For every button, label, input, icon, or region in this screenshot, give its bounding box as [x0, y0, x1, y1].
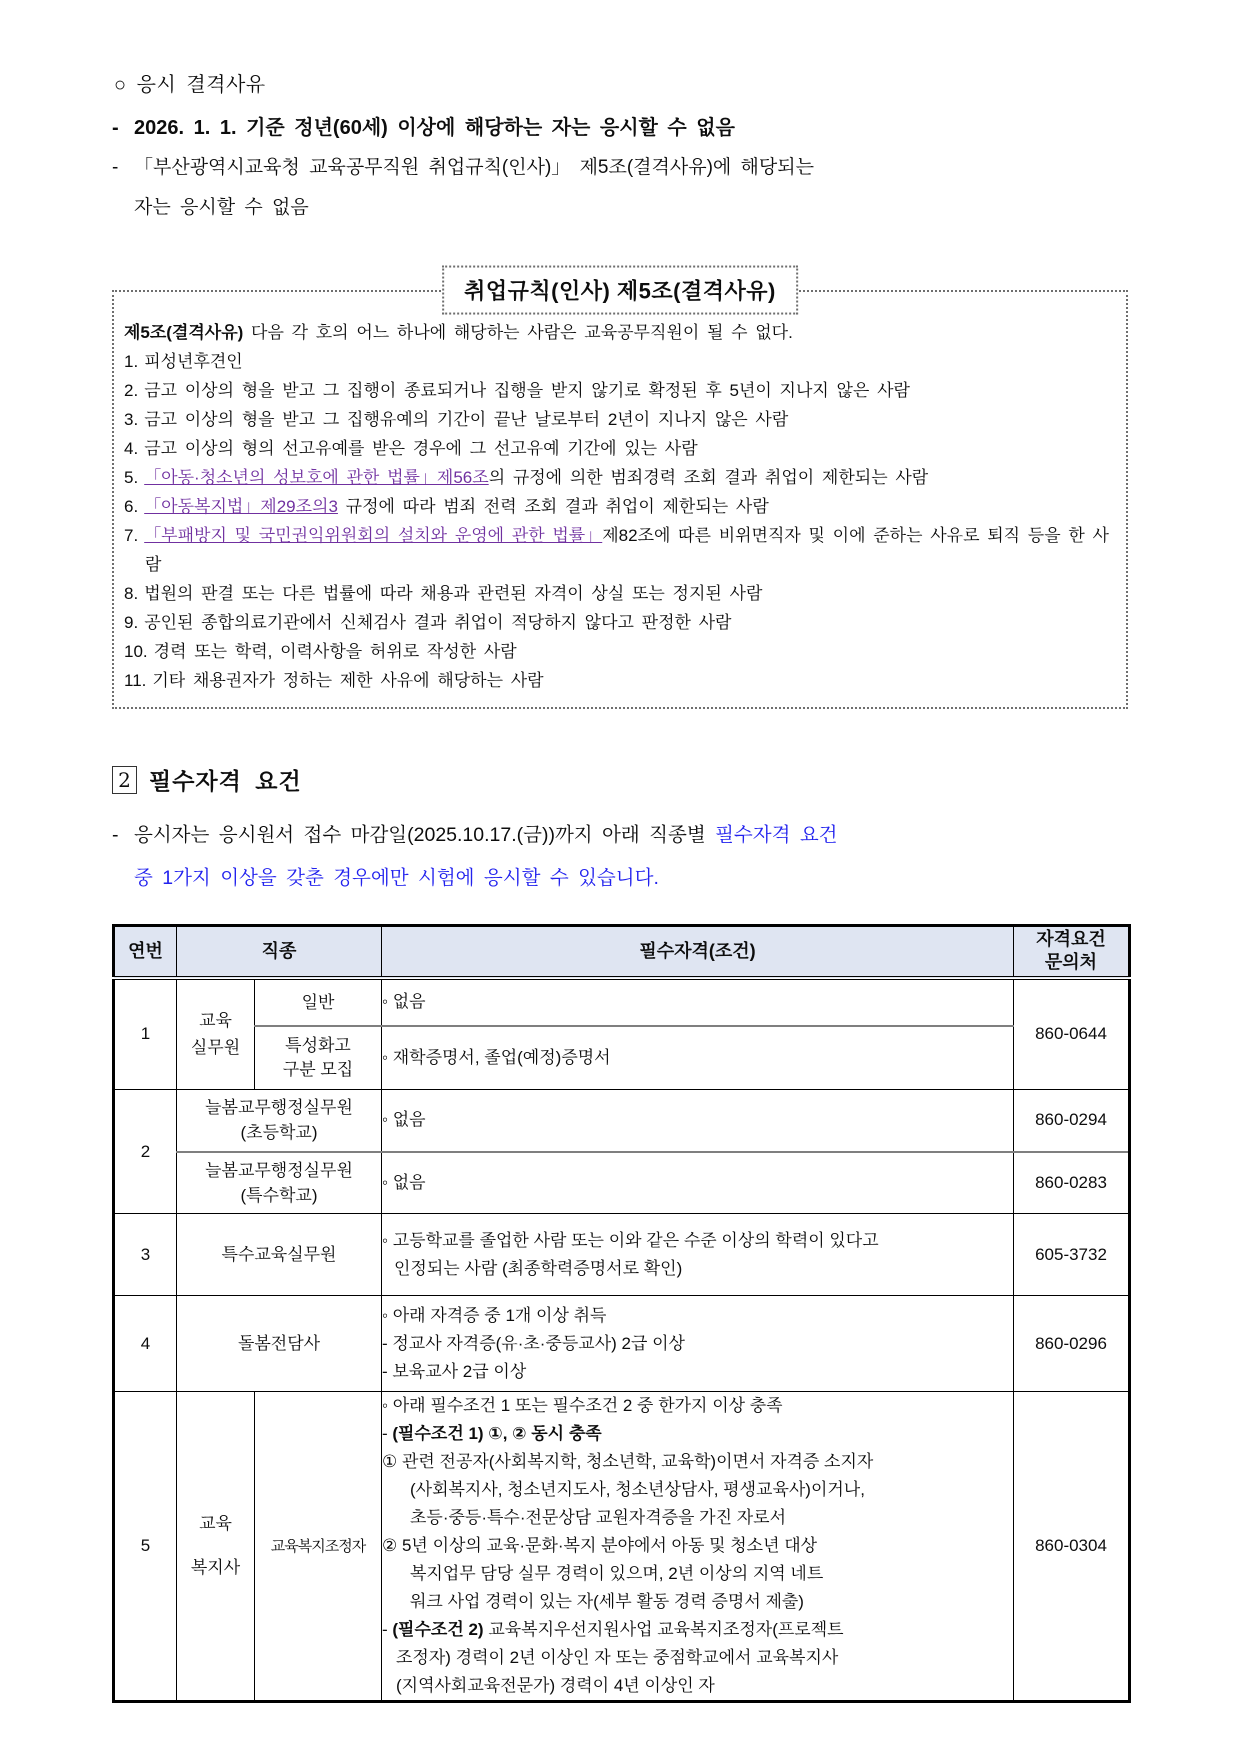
- rule-intro-text: 다음 각 호의 어느 하나에 해당하는 사람은 교육공무직원이 될 수 없다.: [251, 323, 793, 342]
- item-number: 8.: [124, 584, 139, 603]
- rule-ref-line-1: 「부산광역시교육청 교육공무직원 취업규칙(인사)」 제5조(결격사유)에 해당되는: [134, 157, 814, 178]
- condition-line-1: ◦ 아래 자격증 중 1개 이상 취득: [382, 1305, 607, 1325]
- row4-condition: [382, 1296, 1014, 1392]
- item-text: 기타 채용권자가 정하는 제한 사유에 해당하는 사람: [152, 671, 544, 690]
- job-line-1: 늘봄교무행정실무원: [205, 1160, 353, 1180]
- job-line-1: 교육: [199, 1514, 232, 1533]
- rule-item-8: [124, 579, 1112, 608]
- qualification-notice: [112, 814, 1128, 900]
- row1-subtype-general: 일반: [255, 978, 382, 1026]
- job-line-2: (특수학교): [240, 1185, 318, 1205]
- condition-line-3: - 보육교사 2급 이상: [382, 1361, 527, 1381]
- condition-line-5: 초등·중등·특수·전문상담 교원자격증을 가진 자로서: [410, 1508, 787, 1527]
- condition-line-2: 인정되는 사람 (최종학력증명서로 확인): [394, 1258, 683, 1278]
- rule-item-2: [124, 376, 1112, 405]
- table-row-4: [114, 1296, 1130, 1392]
- disqualification-item-rule-text: [134, 148, 1128, 228]
- requirement2-rest: 교육복지우선지원사업 교육복지조정자(프로젝트: [483, 1620, 844, 1639]
- condition-line-6: ② 5년 이상의 교육·문화·복지 분야에서 아동 및 청소년 대상: [382, 1536, 818, 1555]
- row1-condition-general: ◦ 없음: [382, 978, 1014, 1026]
- item-text: 금고 이상의 형을 받고 그 집행유예의 기간이 끝난 날로부터 2년이 지나지 않은 사람: [144, 410, 789, 429]
- row5-job: [177, 1392, 255, 1702]
- item-number: 11.: [124, 671, 147, 690]
- notice-blue-text: 필수자격 요건: [715, 824, 838, 846]
- condition-line-2: - 정교사 자격증(유·초·중등교사) 2급 이상: [382, 1333, 685, 1353]
- law-link-youth-protection[interactable]: 「아동·청소년의 성보호에 관한 법률」제56조: [144, 468, 489, 487]
- item-number: 7.: [124, 526, 139, 545]
- row1-contact: 860-0644: [1014, 978, 1130, 1090]
- table-row-2b: [114, 1152, 1130, 1214]
- section-number-box: 2: [112, 766, 137, 794]
- row1-job: [177, 978, 255, 1090]
- disqualification-item-age: [112, 108, 1128, 148]
- item-text: 경력 또는 학력, 이력사항을 허위로 작성한 사람: [153, 642, 517, 661]
- item-text: 법원의 판결 또는 다른 법률에 따라 채용과 관련된 자격이 상실 또는 정지된 사람: [144, 584, 763, 603]
- required-qualification-heading: [112, 763, 1128, 796]
- dash: -: [382, 1620, 393, 1639]
- table-row-3: [114, 1214, 1130, 1296]
- row2-no: 2: [114, 1090, 177, 1214]
- row2-condition-elementary: ◦ 없음: [382, 1090, 1014, 1152]
- row5-job-coordinator: [255, 1392, 382, 1702]
- header-contact-line-1: 자격요건: [1036, 929, 1106, 950]
- job-line-2: 복지사: [190, 1558, 241, 1577]
- rule-item-10: [124, 637, 1112, 666]
- law-link-anti-corruption[interactable]: 「부패방지 및 국민권익위원회의 설치와 운영에 관한 법률」: [144, 526, 603, 545]
- table-row-1a: [114, 978, 1130, 1026]
- table-header-row: [114, 926, 1130, 978]
- condition-line-7: 복지업무 담당 실무 경력이 있으며, 2년 이상의 지역 네트: [410, 1564, 824, 1583]
- item-text: 의 규정에 의한 범죄경력 조회 결과 취업이 제한되는 사람: [488, 468, 929, 487]
- condition-line-1: ◦ 아래 필수조건 1 또는 필수조건 2 중 한가지 이상 충족: [382, 1396, 783, 1415]
- row1-condition-vocational: ◦ 재학증명서, 졸업(예정)증명서: [382, 1026, 1014, 1090]
- header-job: 직종: [177, 926, 382, 978]
- notice-line-1: [134, 814, 1128, 857]
- rule-item-9: [124, 608, 1112, 637]
- item-number: 6.: [124, 497, 139, 516]
- row4-job: 돌봄전담사: [177, 1296, 382, 1392]
- rule-box-title: 취업규칙(인사) 제5조(결격사유): [442, 266, 798, 315]
- table-row-5: [114, 1392, 1130, 1702]
- rule-item-3: [124, 405, 1112, 434]
- row5-condition: [382, 1392, 1014, 1702]
- row4-no: 4: [114, 1296, 177, 1392]
- item-text: 금고 이상의 형의 선고유예를 받은 경우에 그 선고유예 기간에 있는 사람: [144, 439, 698, 458]
- row1-subtype-vocational: [255, 1026, 382, 1090]
- disqualification-heading: ○ 응시 결격사유: [114, 74, 266, 96]
- law-link-child-welfare[interactable]: 「아동복지법」제29조의3: [144, 497, 338, 516]
- row3-condition: [382, 1214, 1014, 1296]
- condition-line-4: (사회복지사, 청소년지도사, 청소년상담사, 평생교육사)이거나,: [410, 1480, 865, 1499]
- job-line-1: 교육: [199, 1011, 232, 1031]
- rule-ref-line-2: 자는 응시할 수 없음: [134, 197, 309, 218]
- row4-contact: 860-0296: [1014, 1296, 1130, 1392]
- qualification-table: [112, 924, 1131, 1703]
- row5-contact: 860-0304: [1014, 1392, 1130, 1702]
- rule-intro-article: 제5조(결격사유): [124, 323, 244, 342]
- row2-contact-elementary: 860-0294: [1014, 1090, 1130, 1152]
- row1-no: 1: [114, 978, 177, 1090]
- table-row-1b: [114, 1026, 1130, 1090]
- item-number: 1.: [124, 352, 139, 371]
- item-number: 2.: [124, 381, 139, 400]
- subtype-line-1: 특성화고: [285, 1035, 351, 1055]
- item-text: 제82조에 따른 비위면직자 및 이에 준하는 사유로 퇴직 등을 한 사람: [145, 526, 1109, 574]
- condition-line-11: (지역사회교육전문가) 경력이 4년 이상인 자: [396, 1676, 715, 1695]
- header-contact: [1014, 926, 1130, 978]
- item-number: 4.: [124, 439, 139, 458]
- rule-box-body: [124, 318, 1112, 695]
- requirement1-bold: (필수조건 1) ①, ② 동시 충족: [392, 1424, 602, 1443]
- row3-contact: 605-3732: [1014, 1214, 1130, 1296]
- disqualification-item-rule: [112, 148, 1128, 228]
- dash-marker: -: [112, 117, 119, 139]
- header-no: 연번: [114, 926, 177, 978]
- table-row-2a: [114, 1090, 1130, 1152]
- rule-item-1: [124, 347, 1112, 376]
- item-number: 9.: [124, 613, 139, 632]
- header-condition: 필수자격(조건): [382, 926, 1014, 978]
- subtype-line-2: 구분 모집: [282, 1059, 354, 1079]
- item-text: 금고 이상의 형을 받고 그 집행이 종료되거나 집행을 받지 않기로 확정된 후 5년이 지나지 않은 사람: [144, 381, 910, 400]
- header-contact-line-2: 문의처: [1044, 952, 1098, 973]
- rule-intro: [124, 318, 1112, 347]
- coordinator-label: 교육복지조정자: [270, 1538, 366, 1555]
- rule-item-7: [124, 521, 1112, 579]
- item-text: 피성년후견인: [144, 352, 243, 371]
- rule-item-11: [124, 666, 1112, 695]
- job-line-1: 늘봄교무행정실무원: [205, 1098, 353, 1118]
- item-text: 공인된 종합의료기관에서 신체검사 결과 취업이 적당하지 않다고 판정한 사람: [144, 613, 732, 632]
- row2-job-elementary: [177, 1090, 382, 1152]
- rule-item-5: [124, 463, 1112, 492]
- item-number: 5.: [124, 468, 139, 487]
- condition-line-1: ◦ 고등학교를 졸업한 사람 또는 이와 같은 수준 이상의 학력이 있다고: [382, 1230, 879, 1250]
- row2-contact-special: 860-0283: [1014, 1152, 1130, 1214]
- condition-line-3: ① 관련 전공자(사회복지학, 청소년학, 교육학)이면서 자격증 소지자: [382, 1452, 874, 1471]
- condition-line-2: [382, 1420, 1013, 1448]
- rule-item-4: [124, 434, 1112, 463]
- item-number: 10.: [124, 642, 148, 661]
- dash-marker: -: [112, 824, 119, 846]
- disqualification-item-age-text: 2026. 1. 1. 기준 정년(60세) 이상에 해당하는 자는 응시할 수 없음: [134, 117, 735, 139]
- employment-rule-box: [112, 278, 1128, 709]
- row3-no: 3: [114, 1214, 177, 1296]
- row2-condition-special: ◦ 없음: [382, 1152, 1014, 1214]
- notice-black-text: 응시자는 응시원서 접수 마감일(2025.10.17.(금))까지 아래 직종별: [134, 824, 716, 846]
- dash: -: [382, 1424, 393, 1443]
- row3-job: 특수교육실무원: [177, 1214, 382, 1296]
- dash-marker: -: [112, 157, 119, 178]
- section-title: 필수자격 요건: [149, 768, 302, 794]
- job-line-2: 실무원: [190, 1038, 241, 1058]
- condition-line-9: [382, 1616, 1013, 1644]
- condition-line-8: 워크 사업 경력이 있는 자(세부 활동 경력 증명서 제출): [410, 1592, 804, 1611]
- requirement2-bold: (필수조건 2): [392, 1620, 484, 1639]
- job-line-2: (초등학교): [240, 1123, 318, 1143]
- row5-no: 5: [114, 1392, 177, 1702]
- rule-item-6: [124, 492, 1112, 521]
- notice-line-2: 중 1가지 이상을 갖춘 경우에만 시험에 응시할 수 있습니다.: [134, 867, 659, 889]
- item-text: 규정에 따라 범죄 전력 조회 결과 취업이 제한되는 사람: [345, 497, 769, 516]
- item-number: 3.: [124, 410, 139, 429]
- qualification-notice-text: [134, 814, 1128, 900]
- row2-job-special: [177, 1152, 382, 1214]
- condition-line-10: 조정자) 경력이 2년 이상인 자 또는 중점학교에서 교육복지사: [396, 1648, 839, 1667]
